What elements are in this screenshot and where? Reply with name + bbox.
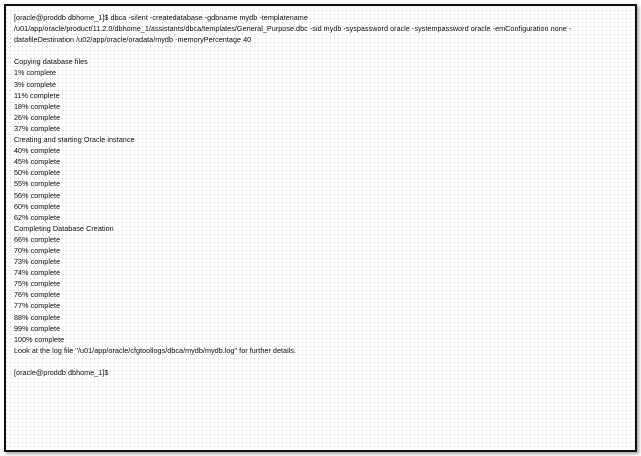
terminal-line-progress-60: 60% complete [14, 201, 61, 211]
terminal-line-status-copying: Copying database files [14, 57, 88, 67]
terminal-line-progress-1: 1% complete [14, 68, 57, 78]
terminal-line-status-completing: Completing Database Creation [14, 223, 114, 233]
terminal-line-progress-70: 70% complete [14, 245, 61, 255]
terminal-cursor [108, 368, 112, 376]
terminal-line-progress-3: 3% complete [14, 79, 57, 89]
shell-prompt: [oracle@proddb dbhome_1]$ [14, 368, 109, 377]
terminal-line-prompt-command: [oracle@proddb dbhome_1]$ dbca -silent -createdatabase -gdbname mydb -templatename [14, 13, 308, 22]
terminal-line-progress-55: 55% complete [14, 179, 61, 189]
terminal-line-progress-99: 99% complete [14, 323, 61, 333]
terminal-line-progress-88: 88% complete [14, 312, 61, 322]
terminal-line-prompt-final [14, 367, 627, 378]
terminal-line-progress-62: 62% complete [14, 212, 61, 222]
terminal-line-command-continuation: /u01/app/oracle/product/11.2.0/dbhome_1/assistants/dbca/templates/General_Purpose.dbc -sid mydb -syspassword oracle -systempassword oracle -emConfiguration none -datafileDestination /u02/app/oracle/oradata/mydb -memoryPercentage 40 [14, 24, 572, 45]
terminal-line-progress-11: 11% complete [14, 90, 60, 100]
terminal-output-area[interactable] [6, 6, 635, 450]
terminal-line-progress-26: 26% complete [14, 112, 61, 122]
terminal-line-progress-75: 75% complete [14, 279, 61, 289]
terminal-line-progress-45: 45% complete [14, 157, 61, 167]
terminal-window[interactable] [4, 4, 637, 452]
terminal-line-progress-50: 50% complete [14, 168, 61, 178]
terminal-line-progress-40: 40% complete [14, 146, 61, 156]
terminal-line-status-instance: Creating and starting Oracle instance [14, 135, 135, 145]
terminal-line-blank-2 [14, 356, 627, 367]
terminal-line-blank [14, 45, 627, 56]
terminal-line-progress-18: 18% complete [14, 101, 61, 111]
terminal-line-progress-77: 77% complete [14, 301, 61, 311]
terminal-line-progress-74: 74% complete [14, 268, 61, 278]
terminal-line-progress-73: 73% complete [14, 257, 61, 267]
terminal-line-progress-76: 76% complete [14, 290, 61, 300]
terminal-line-progress-66: 66% complete [14, 234, 61, 244]
terminal-line-progress-100: 100% complete [14, 334, 65, 344]
terminal-line-progress-37: 37% complete [14, 123, 61, 133]
terminal-line-log-message: Look at the log file "/u01/app/oracle/cfgtoollogs/dbca/mydb/mydb.log" for further details. [14, 345, 297, 355]
terminal-line-progress-56: 56% complete [14, 190, 61, 200]
